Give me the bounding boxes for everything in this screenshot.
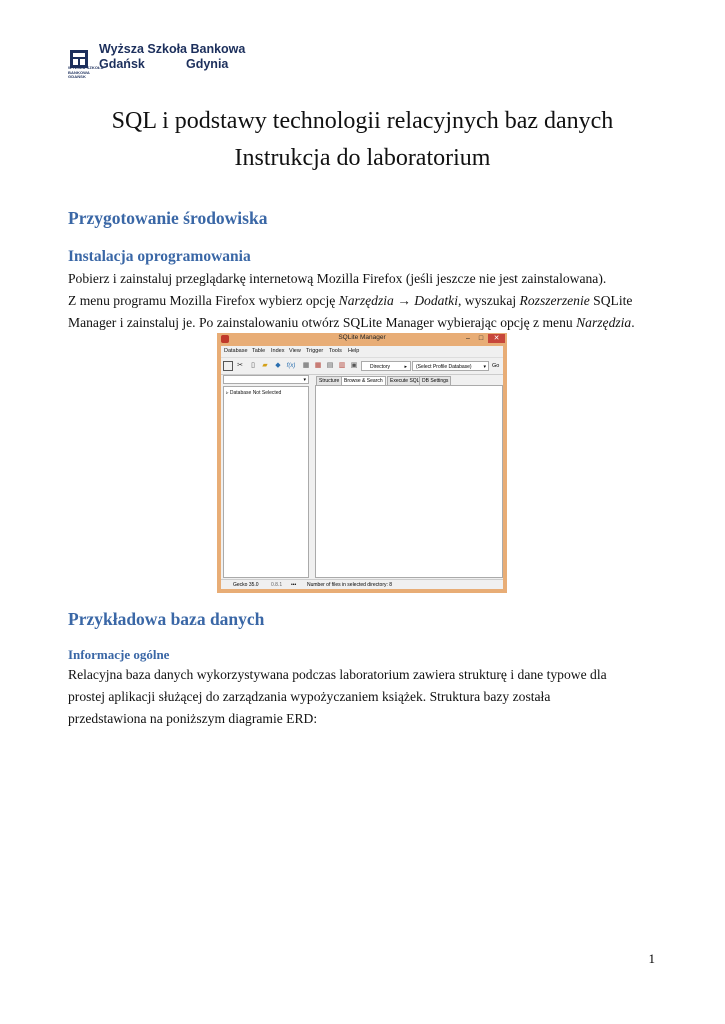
export-icon[interactable]: ◆ <box>275 362 281 369</box>
window-titlebar <box>217 333 507 346</box>
minimize-button[interactable]: – <box>466 335 470 342</box>
object-type-select[interactable] <box>223 375 309 384</box>
status-gecko-version: Gecko 35.0 <box>233 582 259 588</box>
connect-database-icon[interactable] <box>223 361 233 371</box>
drop-table-icon[interactable]: ▦ <box>314 362 322 369</box>
create-table-icon[interactable]: ▦ <box>302 362 310 369</box>
sqlite-manager-screenshot <box>217 333 507 593</box>
menu-bar <box>221 346 503 357</box>
logo-name-line1: Wyższa Szkoła Bankowa <box>99 42 246 56</box>
paragraph-line: przedstawiona na poniższym diagramie ERD: <box>68 711 318 726</box>
menu-trigger[interactable]: Trigger <box>306 348 324 354</box>
chevron-down-icon: ▾ <box>483 364 486 370</box>
disconnect-icon[interactable]: ✂ <box>237 362 243 369</box>
paragraph-line: Relacyjna baza danych wykorzystywana podczas laboratorium zawiera strukturę i dane typowe dla <box>68 667 607 682</box>
section-heading-environment: Przygotowanie środowiska <box>68 208 268 228</box>
new-database-icon[interactable]: ▯ <box>251 362 255 369</box>
tree-item-label: Database Not Selected <box>229 390 282 396</box>
tab-structure[interactable]: Structure <box>316 376 342 385</box>
window-body <box>221 346 503 589</box>
logo-small-text: WYŻSZA SZKOŁA BANKOWA GDAŃSK <box>68 65 104 79</box>
tab-browse-search[interactable]: Browse & Search <box>341 376 386 385</box>
menu-table[interactable]: Table <box>252 348 266 354</box>
document-title: SQL i podstawy technologii relacyjnych baz danych <box>111 108 614 134</box>
profile-select-value: (Select Profile Database) <box>416 364 472 370</box>
paragraph-line: Manager i zainstaluj je. Po zainstalowaniu otwórz SQLite Manager wybierając opcję z menu Narzędzia. <box>68 315 635 330</box>
close-button[interactable]: ✕ <box>488 334 505 343</box>
university-logo <box>68 42 248 82</box>
status-dots: ••• <box>291 582 297 588</box>
subsection-heading-installation: Instalacja oprogramowania <box>68 248 251 265</box>
paragraph-line: prostej aplikacji służącej do zarządzania wypożyczaniem książek. Struktura bazy została <box>68 689 551 704</box>
pane-splitter[interactable] <box>310 375 314 578</box>
directory-select[interactable] <box>361 361 411 371</box>
page-number: 1 <box>648 951 655 966</box>
menu-index[interactable]: Index <box>271 348 285 354</box>
paragraph-line: Pobierz i zainstaluj przeglądarkę internetową Mozilla Firefox (jeśli jeszcze nie jest zainstalowana). <box>68 271 607 286</box>
drop-index-icon[interactable]: ▥ <box>338 362 346 369</box>
open-database-icon[interactable]: ▰ <box>262 362 268 369</box>
go-button[interactable]: Go <box>492 363 500 369</box>
functions-icon[interactable]: f(x) <box>286 363 296 369</box>
menu-tools[interactable]: Tools <box>329 348 342 354</box>
installation-paragraph <box>68 268 658 334</box>
menu-view[interactable]: View <box>289 348 301 354</box>
profile-database-select[interactable] <box>412 361 489 371</box>
menu-help[interactable]: Help <box>348 348 360 354</box>
window-title: SQLite Manager <box>338 334 386 341</box>
logo-city-gdansk: Gdańsk <box>99 57 145 71</box>
tab-db-settings[interactable]: DB Settings <box>419 376 451 385</box>
logo-city-gdynia: Gdynia <box>186 57 229 71</box>
database-tree-pane[interactable] <box>223 386 309 578</box>
status-extension-version: 0.8.1 <box>271 582 283 588</box>
general-info-paragraph <box>68 664 658 730</box>
content-pane <box>315 385 503 578</box>
subsection-heading-general-info: Informacje ogólne <box>68 647 170 662</box>
tree-expander-icon: ▹ <box>226 390 229 396</box>
tab-bar <box>315 375 503 385</box>
toolbar <box>221 357 503 375</box>
maximize-button[interactable]: □ <box>478 335 484 342</box>
status-bar <box>221 579 503 590</box>
section-heading-sample-db: Przykładowa baza danych <box>68 609 265 629</box>
paragraph-line: Z menu programu Mozilla Firefox wybierz opcję Narzędzia → Dodatki, wyszukaj Rozszerzenie SQLite <box>68 293 633 308</box>
status-message: Number of files in selected directory: 8 <box>307 582 393 588</box>
document-subtitle: Instrukcja do laboratorium <box>234 145 491 171</box>
create-view-icon[interactable]: ▣ <box>350 362 358 369</box>
create-index-icon[interactable]: ▤ <box>326 362 334 369</box>
tab-execute-sql[interactable]: Execute SQL <box>387 376 422 385</box>
tree-item[interactable] <box>226 390 281 396</box>
chevron-right-icon: ▸ <box>404 364 407 370</box>
chevron-down-icon: ▾ <box>303 377 306 383</box>
menu-database[interactable]: Database <box>224 348 248 354</box>
directory-label: Directory <box>370 364 391 370</box>
